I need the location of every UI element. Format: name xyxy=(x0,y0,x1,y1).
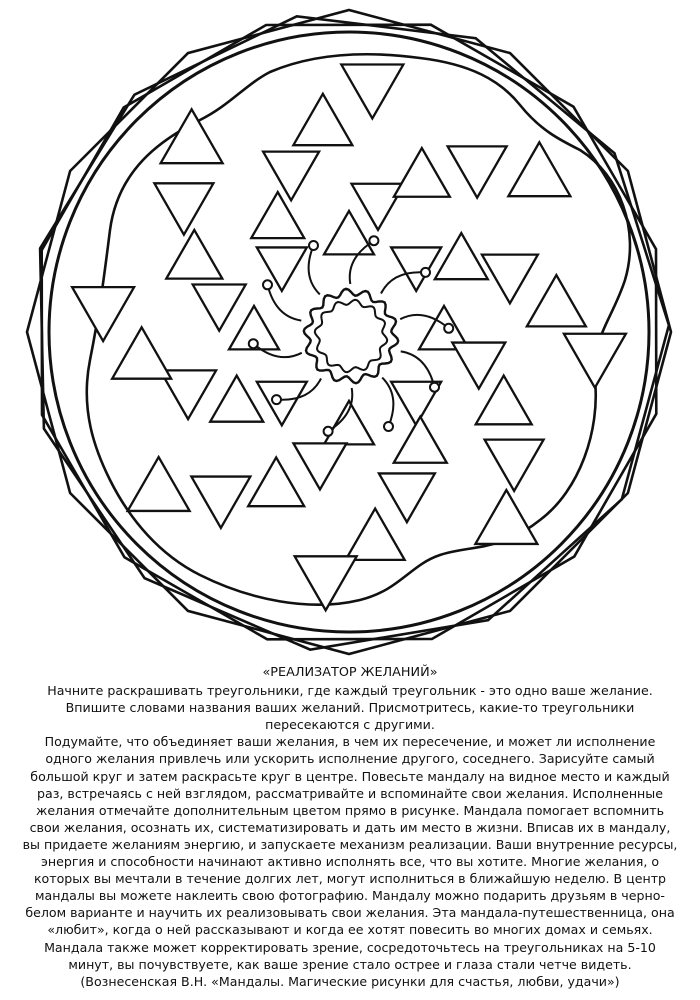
wish-triangle xyxy=(166,230,222,279)
wish-triangle xyxy=(154,183,213,234)
tendril-dot xyxy=(384,422,393,431)
paragraph-intro: Начните раскрашивать треугольники, где каждый треугольник - это одно ваше желание. Впишите словами названия ваших желаний. Присмотритесь, какие-то треугольники пересекаются с другими. xyxy=(47,683,653,733)
wish-triangle xyxy=(251,192,304,238)
tendril-line xyxy=(309,246,320,295)
wish-triangle xyxy=(191,477,250,528)
tendril-dot xyxy=(249,339,258,348)
wavy-ring xyxy=(87,54,630,604)
wish-triangle xyxy=(346,509,405,560)
wish-triangle xyxy=(128,457,190,511)
wish-triangle xyxy=(435,233,488,279)
tendril-dot xyxy=(309,241,318,250)
tendril-dot xyxy=(444,324,453,333)
wish-triangle xyxy=(248,457,304,506)
tendril-dot xyxy=(324,427,333,436)
wish-triangle xyxy=(193,285,246,331)
wish-triangle xyxy=(527,275,586,326)
wish-triangle xyxy=(482,255,538,304)
center-circle-outline xyxy=(315,300,387,372)
wish-triangle xyxy=(448,146,507,197)
wish-triangle xyxy=(341,65,403,119)
description xyxy=(20,664,680,990)
wish-triangle xyxy=(394,417,447,463)
wish-triangle xyxy=(293,443,346,489)
wish-triangle xyxy=(263,152,319,201)
outer-polygon xyxy=(42,25,657,640)
tendril-dot xyxy=(430,383,439,392)
wish-triangle xyxy=(112,327,171,378)
wish-triangle xyxy=(293,94,352,145)
wish-triangle xyxy=(508,142,570,196)
wish-triangle xyxy=(257,382,307,426)
wish-triangle xyxy=(564,334,626,388)
source-citation: (Вознесенская В.Н. «Мандалы. Магические рисунки для счастья, любви, удачи») xyxy=(80,973,620,989)
page-title: «РЕАЛИЗАТОР ЖЕЛАНИЙ» xyxy=(262,665,438,680)
wish-triangle xyxy=(72,287,134,341)
tendril-dot xyxy=(369,236,378,245)
paragraph-instructions: Подумайте, что объединяет ваши желания, в чем их пересечение, и может ли исполнение одного желания привлечь или ускорить исполнение другого, соседнего. Зарисуйте самый большой круг и затем раскрасьте круг в центре. Повесьте мандалу на видное место и каждый раз, встречаясь с ней взглядом, рассматривайте и вспоминайте свои желания. Исполненные желания отмечайте дополнительным цветом прямо в рисунке. Мандала помогает вспомнить свои желания, осознать их, систематизировать и дать им место в жизни. Вписав их в мандалу, вы придаете желаниям энергию, и запускаете механизм реализации. Ваши внутренние ресурсы, энергия и способности начинают активно исполнять все, что вы хотите. Многие желания, о которых вы мечтали в течение долгих лет, могут исполниться в ближайшую неделю. В центр мандалы вы можете наклеить свою фотографию. Мандалу можно подарить друзьям в черно-белом варианте и научить их реализовывать свои желания. Эта мандала-путешественница, она «любит», когда о ней рассказывают и когда ее хотят повесить во многих домах и семьях. Мандала также может корректировать зрение, сосредоточьтесь на треугольниках на 5-10 минут, вы почувствуете, как ваше зрение стало острее и глаза стали четче видеть. xyxy=(22,734,678,972)
tendril-dot xyxy=(272,395,281,404)
wish-triangle xyxy=(210,376,263,422)
tendril-line xyxy=(268,285,302,321)
wish-triangle xyxy=(485,440,544,491)
wish-triangle xyxy=(476,376,532,425)
wish-triangle xyxy=(379,473,435,522)
wish-triangle xyxy=(391,247,441,291)
tendril-dot xyxy=(421,268,430,277)
wish-triangle xyxy=(324,211,374,255)
wish-triangle xyxy=(394,148,450,197)
wish-triangle xyxy=(452,343,505,389)
tendril-dot xyxy=(263,280,272,289)
wish-triangles xyxy=(72,65,626,611)
wish-triangle xyxy=(475,490,537,544)
